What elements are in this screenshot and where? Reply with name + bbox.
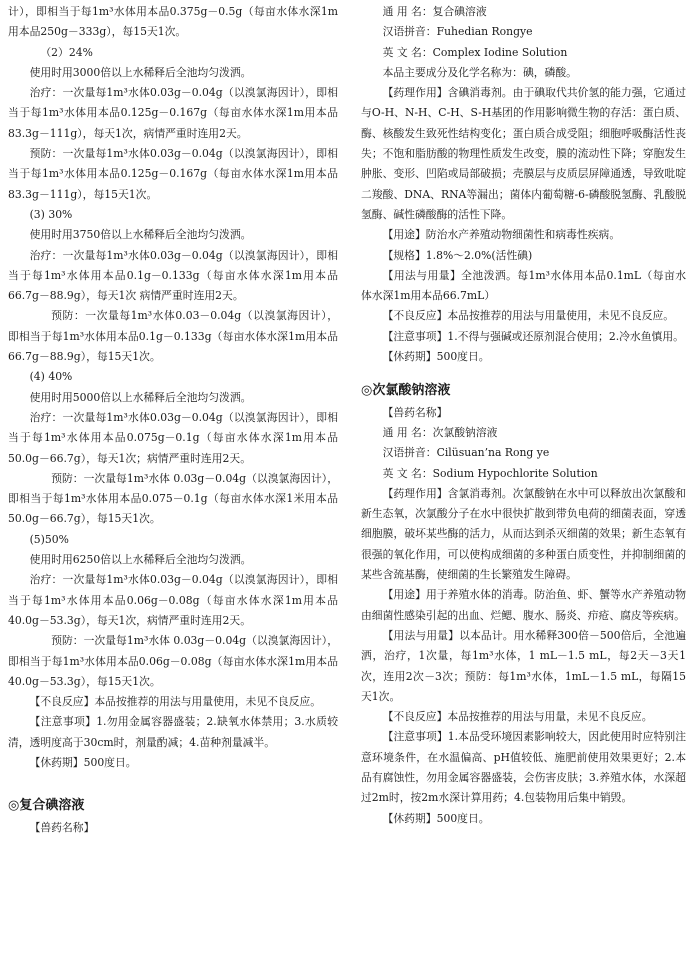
paragraph: 【注意事项】1.本品受环境因素影响较大，因此使用时应特别注意环境条件，在水温偏高、pH值较低、施肥前使用效果更好；2.本品有腐蚀性，勿用金属容器盛装，会伤害皮肤；3.养殖水体，水深超过2m时，按2m水深计算用药；4.包装物用后集中销毁。 (361, 730, 686, 805)
paragraph: 【药理作用】含碘消毒剂。由于碘取代共价氢的能力强，它通过与O-H、N-H、C-H、S-H基团的作用影响微生物的存活：蛋白质、酶、核酸发生致死性结构变化；蛋白质合成受阻；细胞呼吸酶活性丧失；不饱和脂肪酸的物理性质发生改变，膜的流动性下降；穿胞发生肿胀、变形、凹陷或局部破损；壳膜层与皮质层屏障通透，导致吡啶二羧酸、DNA、RNA等漏出；菌体内葡萄糖-6-磷酸脱氢酶、乳酸脱氢酶、碱性磷酸酶的活性下降。 (361, 86, 686, 221)
paragraph: (3) 30% (29, 207, 73, 221)
paragraph: 治疗：一次量每1m³水体0.03g－0.04g（以溴氯海因计），即相当于每1m³水体用本品0.06g－0.08g（每亩水体水深1m用本品40.0g－53.3g），每天1次，病情严重时连用2天。 (8, 573, 338, 627)
paragraph: 【用途】用于养殖水体的消毒。防治鱼、虾、蟹等水产养殖动物由细菌性感染引起的出血、烂鳃、腹水、肠炎、疖疮、腐皮等疾病。 (361, 588, 686, 622)
paragraph: 预防：一次量每1m³水体0.03－0.04g（以溴氯海因计），即相当于每1m³水体用本品0.1g－0.133g（每亩水体水深1m用本品66.7g－88.9g），每15天1次。 (8, 309, 338, 364)
paragraph: 汉语拼音：Fuhedian Rongye (382, 25, 533, 39)
paragraph: 使用时用3750倍以上水稀释后全池均匀泼洒。 (29, 228, 252, 242)
paragraph: 【不良反应】本品按推荐的用法与用量使用，未见不良反应。 (382, 309, 675, 323)
section-title-sodium-hypochlorite: ◎次氯酸钠溶液 (361, 383, 451, 399)
paragraph: 使用时用3000倍以上水稀释后全池均匀泼洒。 (29, 65, 252, 79)
paragraph: 【兽药名称】 (382, 405, 448, 419)
paragraph: (5)50% (29, 532, 69, 546)
paragraph: 【用途】防治水产养殖动物细菌性和病毒性疾病。 (382, 228, 621, 242)
paragraph: 预防：一次量每1m³水体 0.03g－0.04g（以溴氯海因计），即相当于每1m³水体用本品0.075－0.1g（每亩水体水深1米用本品50.0g－66.7g），每15天1次。 (8, 471, 338, 526)
right-column (361, 2, 686, 829)
paragraph: （2）24% (40, 45, 93, 59)
paragraph: 预防：一次量每1m³水体0.03g－0.04g（以溴氯海因计），即相当于每1m³水体用本品0.125g－0.167g（每亩水体水深1m用本品83.3g－111g），每15天1次。 (8, 147, 338, 201)
paragraph: 【休药期】500度日。 (29, 755, 137, 769)
paragraph: (4) 40% (29, 370, 73, 384)
paragraph: 【用法与用量】以本品计。用水稀释300倍－500倍后，全池遍洒，治疗，1次量，每1m³水体，1 mL－1.5 mL，每2天－3天1次，连用2次－3次；预防：每1m³水体，1mL－1.5 mL，每隔15天1次。 (361, 628, 686, 703)
left-paragraphs (8, 2, 338, 773)
paragraph: 本品主要成分及化学名称为：碘，磷酸。 (382, 65, 577, 79)
paragraph: 治疗：一次量每1m³水体0.03g－0.04g（以溴氯海因计），即相当于每1m³水体用本品0.1g－0.133g（每亩水体水深1m用本品66.7g－88.9g），每天1次 病情严重时连用2天。 (8, 248, 338, 303)
paragraph: 汉语拼音：Cilüsuan’na Rong ye (382, 446, 550, 460)
sodium-hypochlorite-details (361, 403, 686, 829)
paragraph: 【不良反应】本品按推荐的用法与用量使用，未见不良反应。 (29, 695, 322, 709)
paragraph: 【规格】1.8%～2.0%(活性碘) (382, 248, 533, 262)
paragraph: 使用时用5000倍以上水稀释后全池均匀泼洒。 (29, 390, 252, 404)
paragraph: 【用法与用量】全池泼洒。每1m³水体用本品0.1mL（每亩水体水深1m用本品66.7mL） (361, 268, 686, 303)
paragraph: 治疗：一次量每1m³水体0.03g－0.04g（以溴氯海因计），即相当于每1m³水体用本品0.075g－0.1g（每亩水体水深1m用本品50.0g－66.7g），每天1次；病情严重时连用2天。 (8, 410, 338, 465)
section-title-complex-iodine: ◎复合碘溶液 (8, 798, 85, 814)
paragraph: 【不良反应】本品按推荐的用法与用量，未见不良反应。 (382, 710, 653, 724)
complex-iodine-details (361, 2, 686, 367)
paragraph: 使用时用6250倍以上水稀释后全池均匀泼洒。 (29, 553, 252, 567)
paragraph: 【休药期】500度日。 (382, 350, 490, 364)
paragraph: 通 用 名：复合碘溶液 (382, 5, 487, 18)
paragraph: 【注意事项】1.不得与强碱或还原剂混合使用；2.冷水鱼慎用。 (382, 329, 684, 343)
paragraph: 【兽药名称】 (29, 820, 95, 834)
paragraph: 英 文 名：Complex Iodine Solution (382, 45, 568, 59)
paragraph: 【休药期】500度日。 (382, 811, 490, 825)
paragraph: 预防：一次量每1m³水体 0.03g－0.04g（以溴氯海因计），即相当于每1m³水体用本品0.06g－0.08g（每亩水体水深1m用本品40.0g－53.3g），每15天1次。 (8, 634, 338, 688)
paragraph: 【药理作用】含氯消毒剂。次氯酸钠在水中可以释放出次氯酸和新生态氧，次氯酸分子在水中很快扩散到带负电荷的细菌表面，穿透细胞膜，破坏某些酶的活力，从而达到杀灭细菌的效果；新生态氧有很强的氧化作用，可以使构成细菌的多种蛋白质变性，并抑制细菌的某些含巯基酶，使细菌的生长繁殖发生障碍。 (361, 486, 686, 582)
paragraph: 治疗：一次量每1m³水体0.03g－0.04g（以溴氯海因计），即相当于每1m³水体用本品0.125g－0.167g（每亩水体水深1m用本品83.3g－111g），每天1次，病情严重时连用2天。 (8, 86, 338, 140)
paragraph: 【注意事项】1.勿用金属容器盛装；2.缺氧水体禁用；3.水质较清，透明度高于30cm时，剂量酌减；4.苗种剂量减半。 (8, 715, 338, 749)
paragraph: 英 文 名：Sodium Hypochlorite Solution (382, 466, 598, 480)
paragraph: 计），即相当于每1m³水体用本品0.375g－0.5g（每亩水体水深1m用本品250g－333g），每15天1次。 (8, 5, 338, 39)
paragraph: 通 用 名：次氯酸钠溶液 (382, 425, 498, 439)
left-column (8, 2, 338, 838)
